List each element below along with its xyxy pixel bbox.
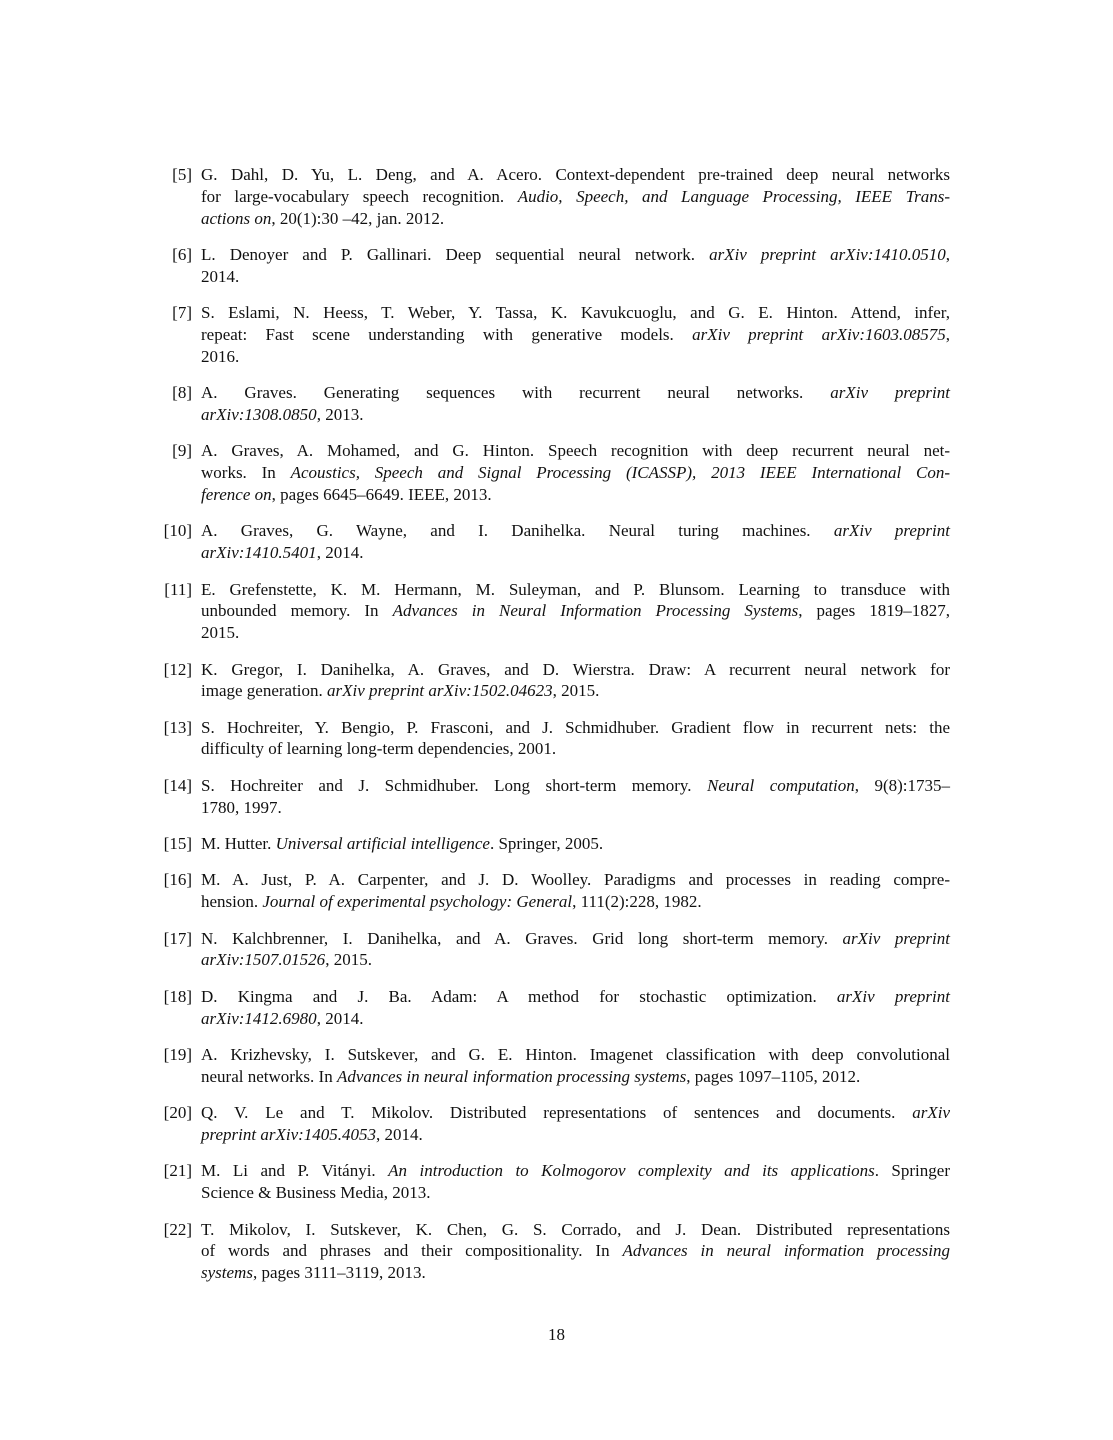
reference-text: 1780, 1997. (201, 797, 282, 817)
reference-italic-text: actions on (201, 208, 272, 228)
reference-italic-text: arXiv preprint arXiv:1502.04623 (327, 681, 553, 701)
reference-text: , 20(1):30 –42, jan. 2012. (271, 208, 445, 228)
reference-text: , 2014. (376, 1125, 423, 1144)
reference-text: Science & Business Media, 2013. (201, 1183, 431, 1203)
reference-text: 2014. (201, 266, 240, 286)
reference-italic-text: Advances in neural information processing (622, 1241, 950, 1261)
reference-text: repeat: Fast scene understanding with generative models. (201, 324, 693, 344)
reference-item (160, 382, 950, 426)
reference-text: of words and phrases and their compositionality. In (201, 1241, 623, 1261)
reference-text: , 2014. (316, 543, 364, 563)
reference-text: A. Graves, G. Wayne, and I. Danihelka. Neural turing machines. (201, 521, 834, 541)
reference-line (201, 1066, 950, 1088)
reference-text: . Springer, 2005. (489, 834, 604, 854)
reference-item (160, 1044, 950, 1088)
reference-line (201, 346, 950, 368)
reference-text: M. Li and P. Vitányi. (201, 1161, 389, 1181)
reference-text: , 2013. (316, 404, 364, 424)
reference-line (201, 1262, 950, 1284)
reference-italic-text: arXiv:1412.6980 (201, 1008, 317, 1028)
reference-item (160, 302, 950, 367)
reference-line (201, 600, 950, 622)
reference-number: [11] (164, 579, 192, 599)
reference-text: S. Hochreiter, Y. Bengio, P. Frasconi, and J. Schmidhuber. Gradient flow in recurrent nets: the (201, 717, 950, 737)
reference-italic-text: arXiv preprint arXiv:1603.08575 (692, 324, 946, 344)
reference-line (201, 208, 950, 230)
reference-number: [18] (163, 986, 192, 1006)
reference-line (201, 869, 950, 891)
page-number: 18 (548, 1325, 565, 1344)
reference-line (201, 622, 950, 644)
reference-item (160, 1160, 950, 1204)
reference-item (160, 717, 950, 761)
reference-number: [12] (163, 659, 192, 679)
reference-number: [17] (163, 928, 192, 948)
reference-text: , 2015. (325, 950, 372, 970)
reference-number: [19] (163, 1045, 192, 1065)
reference-italic-text: Acoustics, Speech and Signal Processing (ICASSP), 2013 IEEE International Con- (290, 463, 950, 483)
reference-line (201, 949, 950, 971)
reference-number: [22] (163, 1219, 192, 1239)
reference-text: G. Dahl, D. Yu, L. Deng, and A. Acero. Context-dependent pre-trained deep neural networks (201, 165, 950, 184)
reference-text: S. Eslami, N. Heess, T. Weber, Y. Tassa, K. Kavukcuoglu, and G. E. Hinton. Attend, infer, (201, 303, 950, 323)
reference-text: K. Gregor, I. Danihelka, A. Graves, and D. Wierstra. Draw: A recurrent neural network for (201, 659, 950, 679)
reference-italic-text: arXiv (912, 1103, 950, 1123)
reference-line (201, 440, 950, 462)
reference-text: A. Graves. Generating sequences with recurrent neural networks. (201, 383, 831, 403)
reference-text: D. Kingma and J. Ba. Adam: A method for stochastic optimization. (201, 986, 837, 1006)
reference-text: neural networks. In (201, 1066, 337, 1086)
reference-text: Q. V. Le and T. Mikolov. Distributed representations of sentences and documents. (201, 1103, 913, 1123)
reference-italic-text: Universal artificial intelligence (275, 834, 490, 854)
reference-list (160, 164, 950, 1299)
reference-text: A. Krizhevsky, I. Sutskever, and G. E. Hinton. Imagenet classification with deep convolutional (201, 1045, 950, 1065)
reference-item (160, 244, 950, 288)
reference-italic-text: Advances in neural information processing systems (336, 1066, 687, 1086)
reference-item (160, 986, 950, 1030)
reference-italic-text: ference on (201, 484, 272, 504)
reference-italic-text: Neural computation (707, 775, 855, 795)
reference-number: [14] (163, 775, 192, 795)
reference-italic-text: arXiv preprint arXiv:1410.0510 (709, 244, 946, 264)
reference-item (160, 164, 950, 229)
reference-item (160, 869, 950, 913)
reference-text: , 9(8):1735– (854, 775, 951, 795)
reference-line (201, 1102, 950, 1124)
reference-text: L. Denoyer and P. Gallinari. Deep sequential neural network. (201, 244, 710, 264)
reference-italic-text: arXiv preprint (836, 986, 950, 1006)
reference-number: [13] (163, 717, 192, 737)
reference-text: 2016. (201, 346, 240, 366)
reference-text: , 2014. (316, 1008, 364, 1028)
reference-text: , pages 3111–3119, 2013. (252, 1263, 426, 1283)
reference-text: hension. (201, 892, 263, 912)
reference-text: 2015. (201, 623, 240, 643)
reference-line (201, 1124, 950, 1146)
reference-item (160, 440, 950, 505)
reference-line (201, 244, 950, 266)
reference-line (201, 1182, 950, 1204)
reference-text: , (945, 324, 950, 344)
reference-text: S. Hochreiter and J. Schmidhuber. Long short-term memory. (201, 775, 708, 795)
reference-line (201, 775, 950, 797)
reference-italic-text: Audio, Speech, and Language Processing, IEEE Trans- (517, 186, 950, 206)
reference-line (201, 484, 950, 506)
reference-italic-text: Journal of experimental psychology: General (262, 892, 573, 912)
reference-text: , pages 1097–1105, 2012. (686, 1066, 861, 1086)
reference-text: works. In (201, 463, 291, 483)
reference-line (201, 579, 950, 601)
reference-line (201, 659, 950, 681)
reference-number: [15] (163, 834, 192, 854)
reference-item (160, 833, 950, 855)
reference-italic-text: preprint arXiv:1405.4053 (201, 1125, 377, 1144)
reference-text: , pages 6645–6649. IEEE, 2013. (271, 484, 492, 504)
reference-text: N. Kalchbrenner, I. Danihelka, and A. Graves. Grid long short-term memory. (201, 928, 843, 948)
reference-number: [10] (163, 521, 192, 541)
reference-text: M. Hutter. (201, 834, 276, 854)
reference-line (201, 382, 950, 404)
reference-line (201, 738, 950, 760)
reference-italic-text: arXiv:1507.01526 (201, 950, 326, 970)
reference-text: T. Mikolov, I. Sutskever, K. Chen, G. S. Corrado, and J. Dean. Distributed representations (201, 1219, 950, 1239)
reference-italic-text: Advances in Neural Information Processing Systems (392, 601, 799, 621)
reference-item (160, 1102, 950, 1146)
reference-text: , pages 1819–1827, (798, 601, 950, 621)
reference-number: [9] (172, 441, 192, 461)
reference-line (201, 462, 950, 484)
reference-line (201, 1240, 950, 1262)
reference-line (201, 520, 950, 542)
reference-text: , 111(2):228, 1982. (572, 892, 702, 912)
reference-line (201, 404, 950, 426)
reference-line (201, 324, 950, 346)
reference-line (201, 797, 950, 819)
reference-number: [20] (163, 1103, 192, 1123)
reference-line (201, 680, 950, 702)
reference-line (201, 1044, 950, 1066)
reference-line (201, 186, 950, 208)
reference-line (201, 928, 950, 950)
reference-line (201, 833, 950, 855)
reference-line (201, 717, 950, 739)
reference-text: image generation. (201, 681, 328, 701)
reference-italic-text: arXiv preprint (833, 521, 950, 541)
reference-number: [5] (172, 165, 192, 184)
reference-item (160, 520, 950, 564)
reference-number: [7] (172, 303, 192, 323)
reference-item (160, 579, 950, 644)
reference-item (160, 928, 950, 972)
reference-text: E. Grefenstette, K. M. Hermann, M. Suleyman, and P. Blunsom. Learning to transduce with (201, 579, 950, 599)
reference-text: , (945, 244, 950, 264)
reference-italic-text: arXiv preprint (842, 928, 950, 948)
reference-italic-text: systems (201, 1263, 253, 1283)
reference-text: unbounded memory. In (201, 601, 393, 621)
reference-text: difficulty of learning long-term dependencies, 2001. (201, 739, 557, 759)
reference-item (160, 775, 950, 819)
reference-text: for large-vocabulary speech recognition. (201, 186, 518, 206)
reference-line (201, 891, 950, 913)
reference-number: [21] (163, 1161, 192, 1181)
reference-line (201, 302, 950, 324)
reference-text: M. A. Just, P. A. Carpenter, and J. D. Woolley. Paradigms and processes in reading compre- (201, 870, 950, 890)
reference-item (160, 659, 950, 703)
reference-line (201, 1160, 950, 1182)
reference-line (201, 542, 950, 564)
reference-line (201, 1008, 950, 1030)
reference-italic-text: An introduction to Kolmogorov complexity and its applications (388, 1161, 875, 1181)
reference-number: [6] (172, 244, 192, 264)
reference-line (201, 986, 950, 1008)
reference-italic-text: arXiv preprint (830, 383, 950, 403)
reference-italic-text: arXiv:1308.0850 (201, 404, 317, 424)
reference-text: . Springer (874, 1161, 950, 1181)
reference-line (201, 266, 950, 288)
reference-line (201, 1219, 950, 1241)
reference-text: , 2015. (552, 681, 600, 701)
reference-number: [8] (172, 383, 192, 403)
reference-italic-text: arXiv:1410.5401 (201, 543, 317, 563)
reference-number: [16] (163, 870, 192, 890)
reference-text: A. Graves, A. Mohamed, and G. Hinton. Speech recognition with deep recurrent neural net- (201, 441, 950, 461)
reference-line (201, 164, 950, 186)
reference-item (160, 1219, 950, 1284)
